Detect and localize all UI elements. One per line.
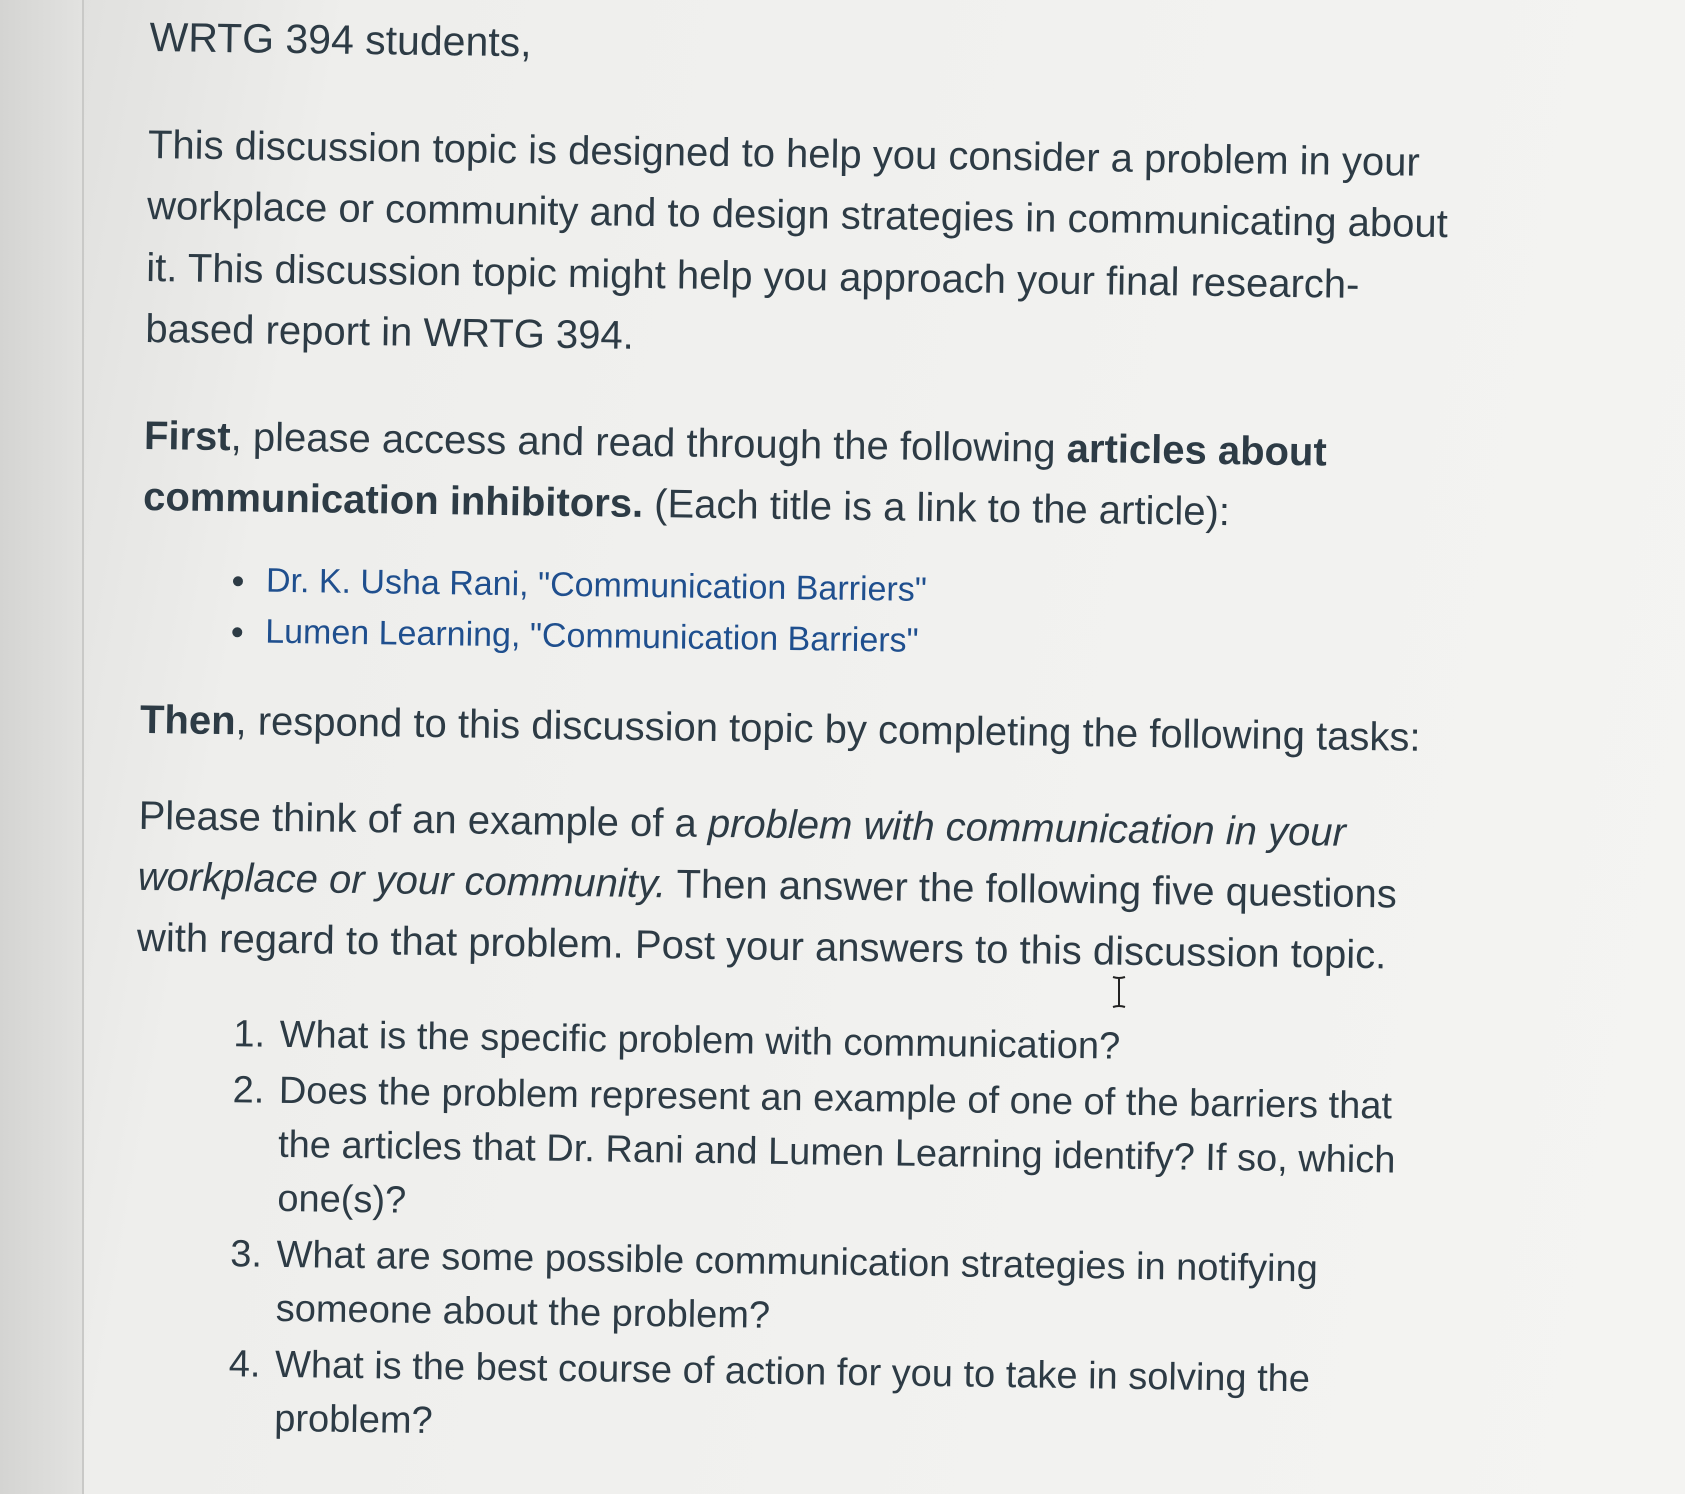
first-text-2: (Each title is a link to the article):	[642, 482, 1231, 535]
left-gutter	[0, 0, 82, 1494]
articles-phrase: articles about communication inhibitors.	[142, 426, 1328, 527]
instructions-text-2: Then answer the following five questions with regard to that problem. Post your answers to this discussion topic.	[136, 862, 1398, 978]
first-lead: First	[143, 413, 231, 460]
article-links-list	[141, 554, 1452, 674]
questions-list	[130, 1007, 1446, 1463]
then-text: , respond to this discussion topic by completing the following tasks:	[235, 699, 1421, 761]
text-cursor-icon	[1111, 975, 1127, 1009]
article-link-rani[interactable]: Dr. K. Usha Rani, "Communication Barriers"	[265, 562, 928, 610]
greeting: WRTG 394 students,	[149, 13, 532, 66]
question-item: 1. What is the specific problem with communication?	[275, 1009, 1446, 1079]
article-link-lumen[interactable]: Lumen Learning, "Communication Barriers"	[265, 613, 919, 661]
first-paragraph	[143, 406, 1455, 547]
discussion-body	[130, 6, 1460, 1465]
instructions-italic: problem with communication in your workplace or your community.	[137, 801, 1347, 907]
content-divider	[82, 0, 84, 1494]
instructions-paragraph	[137, 785, 1449, 987]
then-paragraph	[140, 690, 1451, 769]
then-lead: Then	[139, 698, 236, 744]
first-text-1: , please access and read through the following	[230, 415, 1067, 471]
instructions-text-1: Please think of an example of a	[138, 793, 709, 846]
question-item: 2. Does the problem represent an example of one of the barriers that the articles that Dr. Rani and Lumen Learning identify? If so, which one(s)?	[273, 1065, 1445, 1243]
question-item: 4. What is the best course of action for you to take in solving the problem?	[270, 1339, 1441, 1463]
question-item: 3. What are some possible communication strategies in notifying someone about the problem?	[271, 1229, 1442, 1353]
intro-paragraph: This discussion topic is designed to help you consider a problem in your workplace or community and to design strategies in communicating about it. This discussion topic might help you approach your final research-based report in WRTG 394.	[145, 123, 1449, 358]
